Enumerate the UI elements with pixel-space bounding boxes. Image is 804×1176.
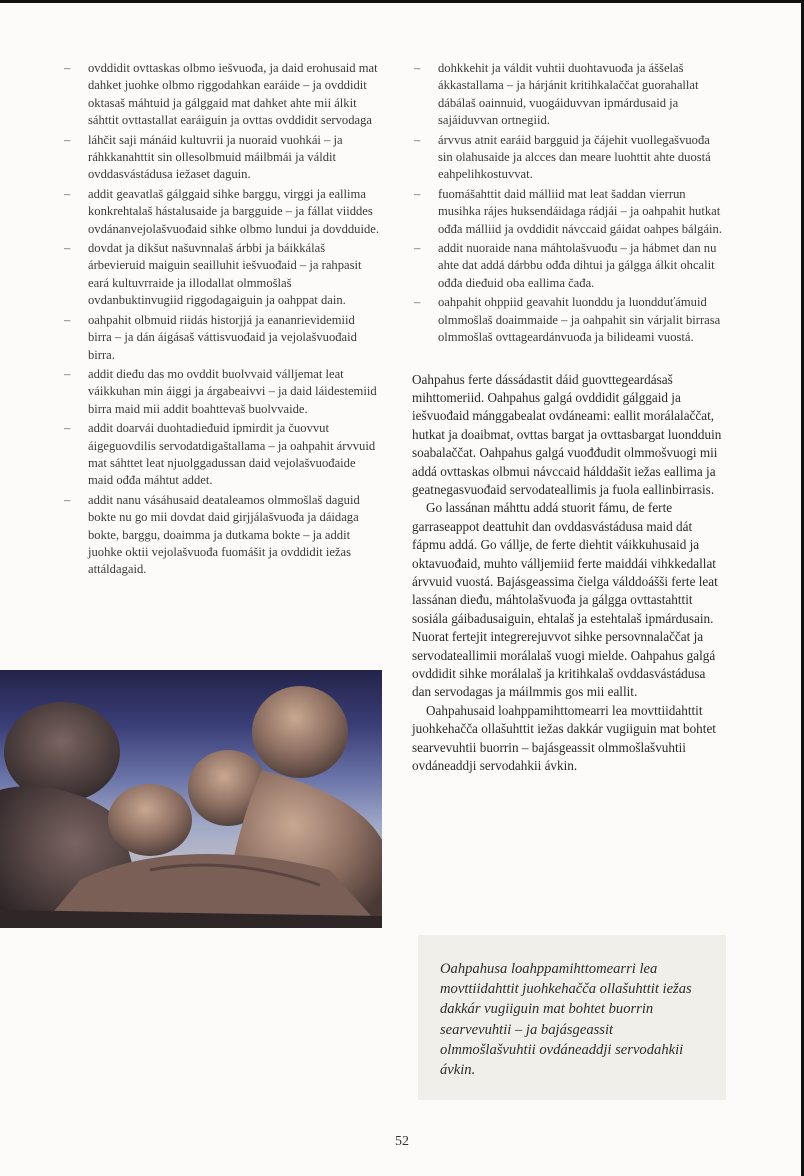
paragraph: Oahpahusaid loahppamihttomearri lea movttiidahttit juohkehačča ollašuhttit iežas dakkár vugiiguin mat bohtet searvevuhtii buorrin – bajásgeassit olmmošlašvuhtii ovdáneaddji servodahkii ávkin. [412, 702, 716, 774]
sculpture-illustration [0, 670, 382, 928]
list-item: – ovddidit ovttaskas olbmo iešvuođa, ja daid erohusaid mat dahket juohke olbmo riggodahkan earáide – ja ovddidit oktasaš máhtuid ja gálggaid mat dahket ahte mii álkit sáhttit ovttastallat earáiguin ja ovttas ovddidit servodaga [62, 60, 380, 130]
page-number: 52 [395, 1134, 409, 1149]
list-item: – addit geavatlaš gálggaid sihke barggu, virggi ja eallima konkrehtalaš hástalusaide ja bargguide – ja fállat viiddes ovdánanvejolašvuođaid sihke olbmo lundui ja dovdduide. [62, 186, 380, 238]
right-column [412, 60, 726, 775]
list-item: – addit nanu vásáhusaid deataleamos olmmošlaš daguid bokte nu go mii dovdat daid girjjálašvuođa ja dáidaga bokte, barggu, doaimma ja dutkama bokte – ja addit juohke oktii vejolašvuođa fuomášit ja ovddidit iežas attáldagaid. [62, 492, 380, 579]
list-item: – láhčit saji mánáid kultuvrii ja nuoraid vuohkái – ja ráhkkanahttit sin ollesolbmuid máilbmái ja váldit ovddasvástádusa iežaset daguin. [62, 132, 380, 184]
list-item: – dovdat ja dikšut našuvnnalaš árbbi ja báikkálaš árbevieruid maiguin seailluhit iešvuođaid – ja rahpasit eará kultuvrraide ja illodallat olmmošlaš ovdanbuktinvugiid riggodagaiguin ja oahppat dain. [62, 240, 380, 310]
left-bullet-list [62, 60, 380, 579]
pull-quote: Oahpahusa loahppamihttomearri lea movttiidahttit juohkehačča ollašuhttit iežas dakkár vugiiguin mat bohtet buorrin searvevuhtii – ja bajásgeassit olmmošlašvuhtii ovdáneaddji servodahkii ávkin. [440, 961, 692, 1079]
list-item: – dohkkehit ja váldit vuhtii duohtavuođa ja áššelaš ákkastallama – ja hárjánit kritihkalaččat guorahallat dábálaš oainnuid, vuogáiduvvan ipmárdusaid ja sajáiduvvan ortnegiid. [412, 60, 726, 130]
paragraph: Go lassánan máhttu addá stuorit fámu, de ferte garraseappot deattuhit dan ovddasvástádusa maid dát fápmu addá. Go vállje, de ferte diehtit váikkuhusaid ja oktavuođaid, muhto válljemiid ferte maiddái vihkkedallat árvvuid vuostá. Bajásgeassima čielga válddoášši ferte leat lassánan dieđu, máhtolašvuođa ja gálgga ovttastahttit sosiála gáibadusaiguin, ehtalaš ja estehtalaš ipmárdusain. Nuorat fertejit integrerejuvvot sihke persovnnalaččat ja servodateallimii morálalaš vuogi mielde. Oahpahus galgá ovddidit sihke morálalaš ja kritihkalaš ovddasvástádusa dan servodagas ja máilmmis gos mii eallit. [412, 500, 718, 700]
list-item: – addit doarvái duohtadieđuid ipmirdit ja čuovvut áigeguovdilis servodatdigaštallama – ja oahpahit árvvuid mat sáhttet leat njuolggadussan daid vejolašvuođaide maid ođđa máhtut addet. [62, 420, 380, 490]
list-item: – addit dieđu das mo ovddit buolvvaid válljemat leat váikkuhan min áiggi ja árgabeaivvi – ja daid láidestemiid birra maid mii addit boahttevaš buolvvaide. [62, 366, 380, 418]
pull-quote-box [418, 935, 726, 1100]
scan-edge-top [0, 0, 804, 3]
right-bullet-list [412, 60, 726, 347]
list-item: – addit nuoraide nana máhtolašvuođu – ja hábmet dan nu ahte dat addá dárbbu ođđa dihtui ja gálgga álkit ohcalit ođđa dieđuid oba eallima čađa. [412, 240, 726, 292]
list-item: – oahpahit olbmuid riidás historjjá ja eananrievidemiid birra – ja dán áigásaš váttisvuođaid ja vejolašvuođaid birra. [62, 312, 380, 364]
paragraph: Oahpahus ferte dássádastit dáid guovttegeardásaš mihttomeriid. Oahpahus galgá ovddidit gálggaid ja iešvuođaid mánggabealat ovdáneami: eallit morálalaččat, hutkat ja doaibmat, ovttas bargat ja ovttasbargat luondduin soabalaččat. Oahpahus galgá vuođđudit olmmošvuogi mii addá ovttaskas olbmui návccaid hálddašit iežas eallima ja geatnegasvuođaid servodateallimis ja fuola eallinbirrasis. [412, 371, 722, 497]
body-text [412, 371, 726, 776]
left-column [62, 60, 380, 581]
list-item: – fuomášahttit daid málliid mat leat šaddan vierrun musihka rájes huksendáidaga rádjái – ja oahpahit hutkat ođđa málliid ja ovddidit návccaid gáidat oahpes bálgáin. [412, 186, 726, 238]
list-item: – oahpahit ohppiid geavahit luonddu ja luondduťámuid olmmošlaš doaimmaide – ja oahpahit sin várjalit birrasa olmmošlaš ovttageardánvuođa ja bilideami vuostá. [412, 294, 726, 346]
sculpture-photo [0, 670, 382, 928]
list-item: – árvvus atnit earáid bargguid ja čájehit vuollegašvuođa sin olahusaide ja alcces dan meare luohttit ahte duostá eahpelihkostuvvat. [412, 132, 726, 184]
